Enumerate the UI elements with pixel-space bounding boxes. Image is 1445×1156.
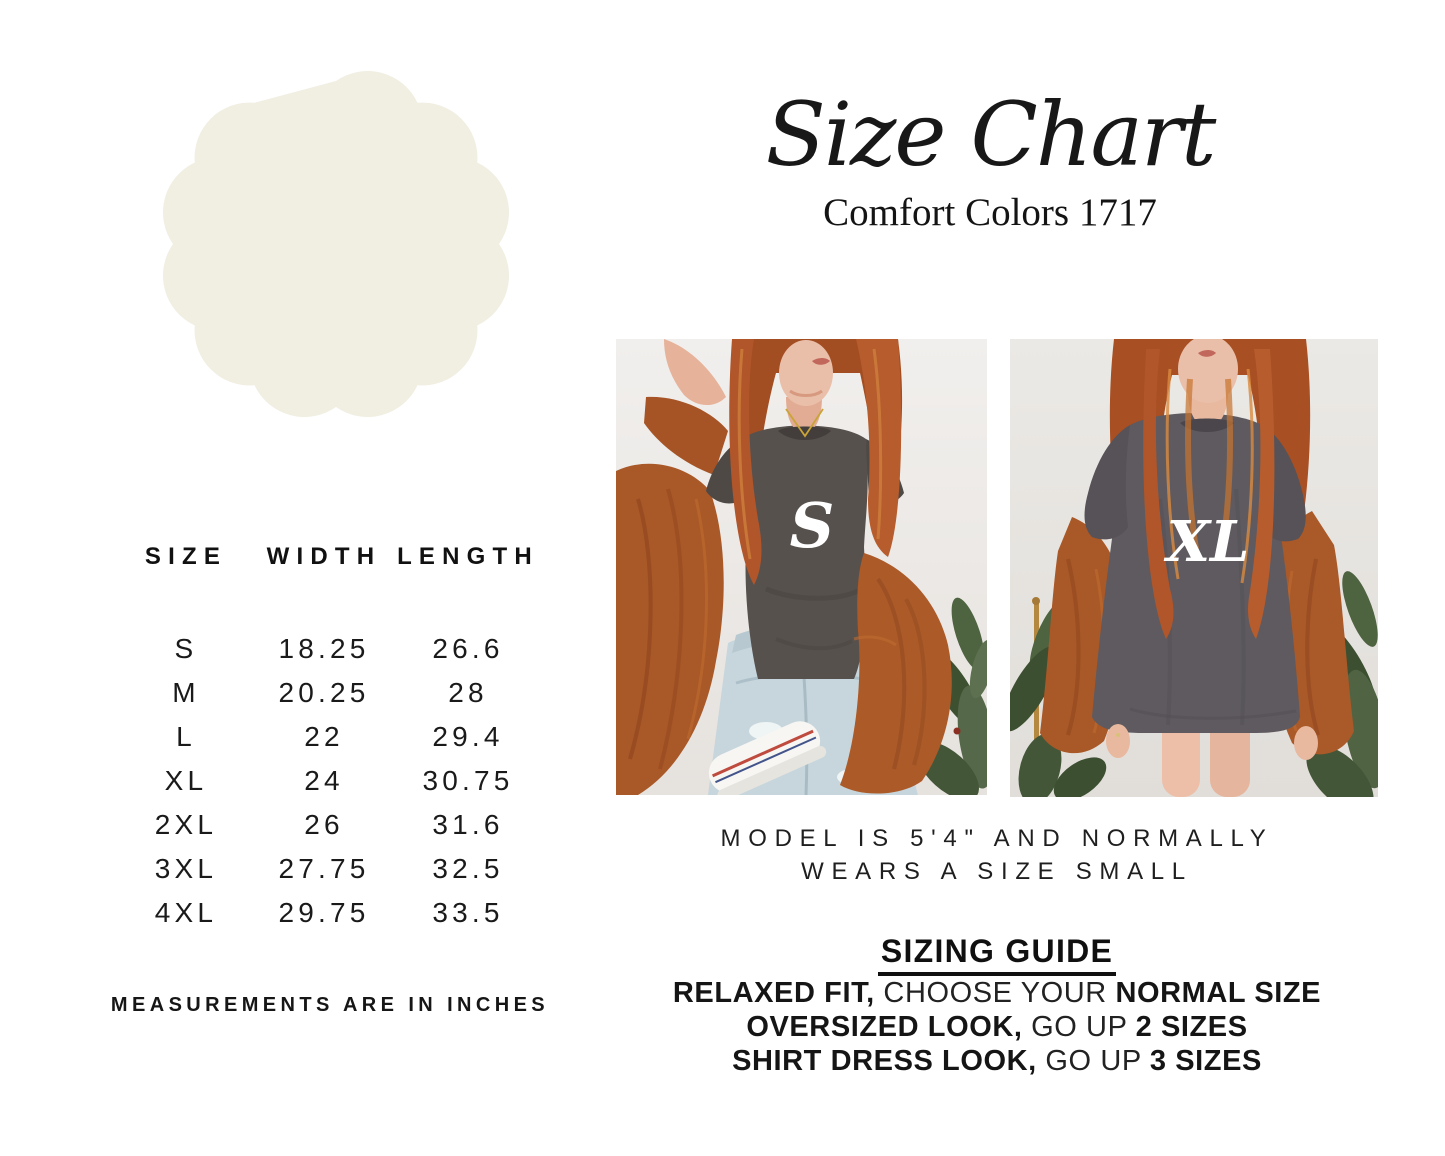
measurements-note: MEASUREMENTS ARE IN INCHES bbox=[110, 994, 550, 1016]
cell-width: 27.75 bbox=[278, 853, 370, 884]
scallop-shape bbox=[163, 71, 509, 417]
guide-text-regular: GO UP bbox=[1022, 1011, 1136, 1043]
cell-size: M bbox=[172, 677, 200, 708]
cell-size: 4XL bbox=[154, 897, 218, 928]
guide-text-bold: 3 SIZES bbox=[1149, 1045, 1262, 1077]
shirt-letter-s: S bbox=[789, 489, 835, 562]
table-row bbox=[118, 671, 542, 715]
sizing-guide-heading-row bbox=[616, 933, 1378, 976]
column-header-length: LENGTH bbox=[397, 543, 539, 570]
cell-length: 31.6 bbox=[432, 809, 504, 840]
header bbox=[600, 83, 1380, 235]
guide-text-bold: SHIRT DRESS LOOK, bbox=[732, 1045, 1037, 1077]
cell-size: 2XL bbox=[154, 809, 218, 840]
page-subtitle: Comfort Colors 1717 bbox=[823, 191, 1157, 235]
cell-size: XL bbox=[164, 765, 208, 796]
cell-width: 24 bbox=[304, 765, 344, 796]
cell-width: 26 bbox=[304, 809, 344, 840]
page-title: Size Chart bbox=[765, 83, 1215, 186]
guide-text-bold: NORMAL SIZE bbox=[1115, 977, 1322, 1009]
table-row bbox=[118, 847, 542, 891]
guide-line-shirt-dress bbox=[616, 1044, 1378, 1078]
model-caption-line1: MODEL IS 5'4" AND NORMALLY bbox=[720, 825, 1274, 852]
size-table bbox=[118, 543, 542, 935]
table-body bbox=[118, 627, 542, 935]
cell-length: 30.75 bbox=[422, 765, 514, 796]
column-header-size: SIZE bbox=[144, 543, 228, 570]
guide-text-bold: OVERSIZED LOOK, bbox=[746, 1011, 1023, 1043]
cell-width: 22 bbox=[304, 721, 344, 752]
guide-text-regular: GO UP bbox=[1036, 1045, 1150, 1077]
cell-size: L bbox=[176, 721, 196, 752]
table-row bbox=[118, 715, 542, 759]
shirt-letter-xl: XL bbox=[1166, 509, 1250, 575]
guide-text-regular: CHOOSE YOUR bbox=[874, 977, 1116, 1009]
table-row bbox=[118, 627, 542, 671]
cell-length: 28 bbox=[448, 677, 488, 708]
table-row bbox=[118, 803, 542, 847]
cell-length: 33.5 bbox=[432, 897, 504, 928]
cell-length: 32.5 bbox=[432, 853, 504, 884]
table-row bbox=[118, 759, 542, 803]
cell-size: S bbox=[174, 633, 198, 664]
cell-width: 20.25 bbox=[278, 677, 370, 708]
table-header-row bbox=[118, 543, 542, 571]
table-row bbox=[118, 891, 542, 935]
column-header-width: WIDTH bbox=[266, 543, 382, 570]
guide-text-bold: 2 SIZES bbox=[1135, 1011, 1248, 1043]
model-caption bbox=[616, 822, 1378, 888]
photo-size-xl bbox=[1010, 339, 1378, 797]
cell-length: 29.4 bbox=[432, 721, 504, 752]
sizing-guide-heading: SIZING GUIDE bbox=[878, 933, 1116, 976]
scallop-badge bbox=[141, 49, 531, 439]
photo-small-illustration bbox=[616, 339, 987, 795]
guide-line-relaxed-fit bbox=[616, 976, 1378, 1010]
cell-length: 26.6 bbox=[432, 633, 504, 664]
cell-size: 3XL bbox=[154, 853, 218, 884]
photo-xl-illustration bbox=[1010, 339, 1378, 797]
cell-width: 29.75 bbox=[278, 897, 370, 928]
guide-line-oversized bbox=[616, 1010, 1378, 1044]
photo-size-small bbox=[616, 339, 987, 795]
model-caption-line2: WEARS A SIZE SMALL bbox=[801, 858, 1193, 885]
guide-text-bold: RELAXED FIT, bbox=[672, 977, 875, 1009]
cell-width: 18.25 bbox=[278, 633, 370, 664]
sizing-guide bbox=[616, 933, 1378, 1078]
